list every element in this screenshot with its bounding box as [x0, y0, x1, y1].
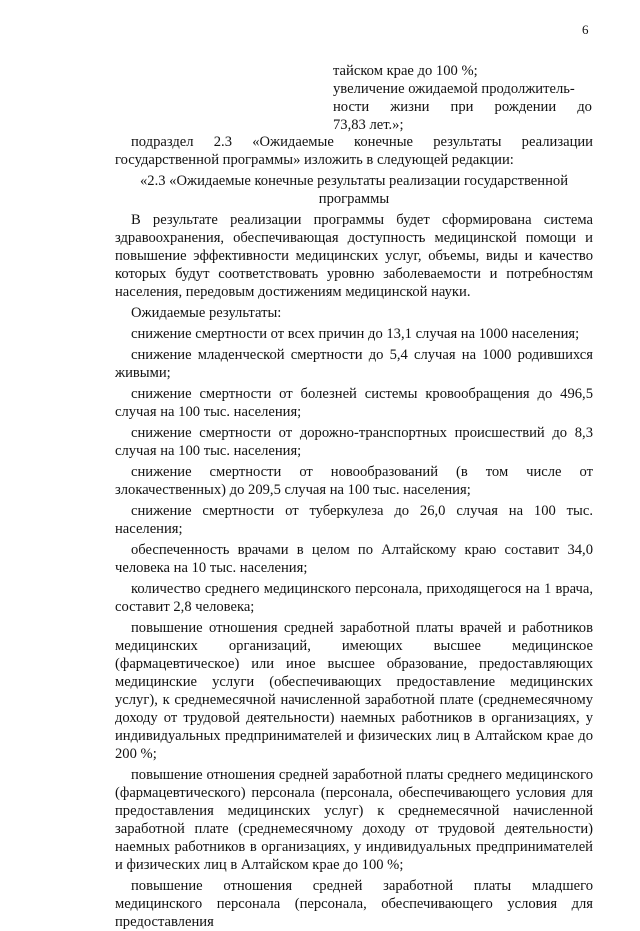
result-item: снижение смертности от туберкулеза до 26,0 случая на 100 тыс. населения; — [115, 503, 593, 537]
tail-word: жизни — [390, 99, 430, 115]
result-item: обеспеченность врачами в целом по Алтайскому краю составит 34,0 человека на 10 тыс. населения; — [115, 542, 593, 576]
result-item: снижение смертности от болезней системы кровообращения до 496,5 случая на 100 тыс. населения; — [115, 386, 593, 420]
tail-line-3 — [333, 98, 592, 116]
tail-line-1: тайском крае до 100 %; — [333, 63, 478, 79]
results-heading: Ожидаемые результаты: — [131, 305, 282, 321]
page-number: 6 — [582, 22, 589, 37]
tail-line-4: 73,83 лет.»; — [333, 117, 404, 133]
section-title: «2.3 «Ожидаемые конечные результаты реализации государственной программы — [139, 173, 569, 207]
result-item: повышение отношения средней заработной платы среднего медицинского (фармацевтического) персонала (персонала, обеспечивающего условия для предоставления медицинских услуг) к среднемесячной начисленной заработной плате (среднемесячному доходу от трудовой деятельности) наемных работников в организациях, у индивидуальных предпринимателей и физических лиц в Алтайском крае до 100 %; — [115, 767, 593, 873]
tail-word: рождении — [494, 99, 557, 115]
tail-word: до — [577, 99, 592, 115]
result-item: количество среднего медицинского персонала, приходящегося на 1 врача, составит 2,8 человека; — [115, 581, 593, 615]
tail-word: ности — [333, 99, 370, 115]
result-item: снижение младенческой смертности до 5,4 случая на 1000 родившихся живыми; — [115, 347, 593, 381]
amendment-instruction: подраздел 2.3 «Ожидаемые конечные результаты реализации государственной программы» изложить в следующей редакции: — [115, 134, 593, 168]
intro-paragraph: В результате реализации программы будет сформирована система здравоохранения, обеспечивающая доступность медицинской помощи и повышение эффективности медицинских услуг, объемы, виды и качество которых будут соответствовать уровню заболеваемости и потребностям населения, передовым достижениям медицинской науки. — [115, 212, 593, 300]
document-body — [115, 133, 593, 931]
result-item: снижение смертности от всех причин до 13,1 случая на 1000 населения; — [131, 326, 580, 342]
tail-word: при — [450, 99, 474, 115]
result-item: повышение отношения средней заработной платы врачей и работников медицинских организаций, имеющих высшее медицинское (фармацевтическое) или иное высшее образование, предоставляющих медицинские услуги (обеспечивающих предоставление медицинских услуг), к среднемесячной начисленной заработной плате (среднемесячному доходу от трудовой деятельности) наемных работников в организациях, у индивидуальных предпринимателей и физических лиц в Алтайском крае до 200 %; — [115, 620, 593, 762]
previous-section-tail — [333, 62, 592, 134]
tail-line-2: увеличение ожидаемой продолжитель- — [333, 81, 575, 97]
result-item: снижение смертности от дорожно-транспортных происшествий до 8,3 случая на 100 тыс. населения; — [115, 425, 593, 459]
result-item: снижение смертности от новообразований (в том числе от злокачественных) до 209,5 случая на 100 тыс. населения; — [115, 464, 593, 498]
result-item: повышение отношения средней заработной платы младшего медицинского персонала (персонала, обеспечивающего условия для предоставления — [115, 878, 593, 930]
